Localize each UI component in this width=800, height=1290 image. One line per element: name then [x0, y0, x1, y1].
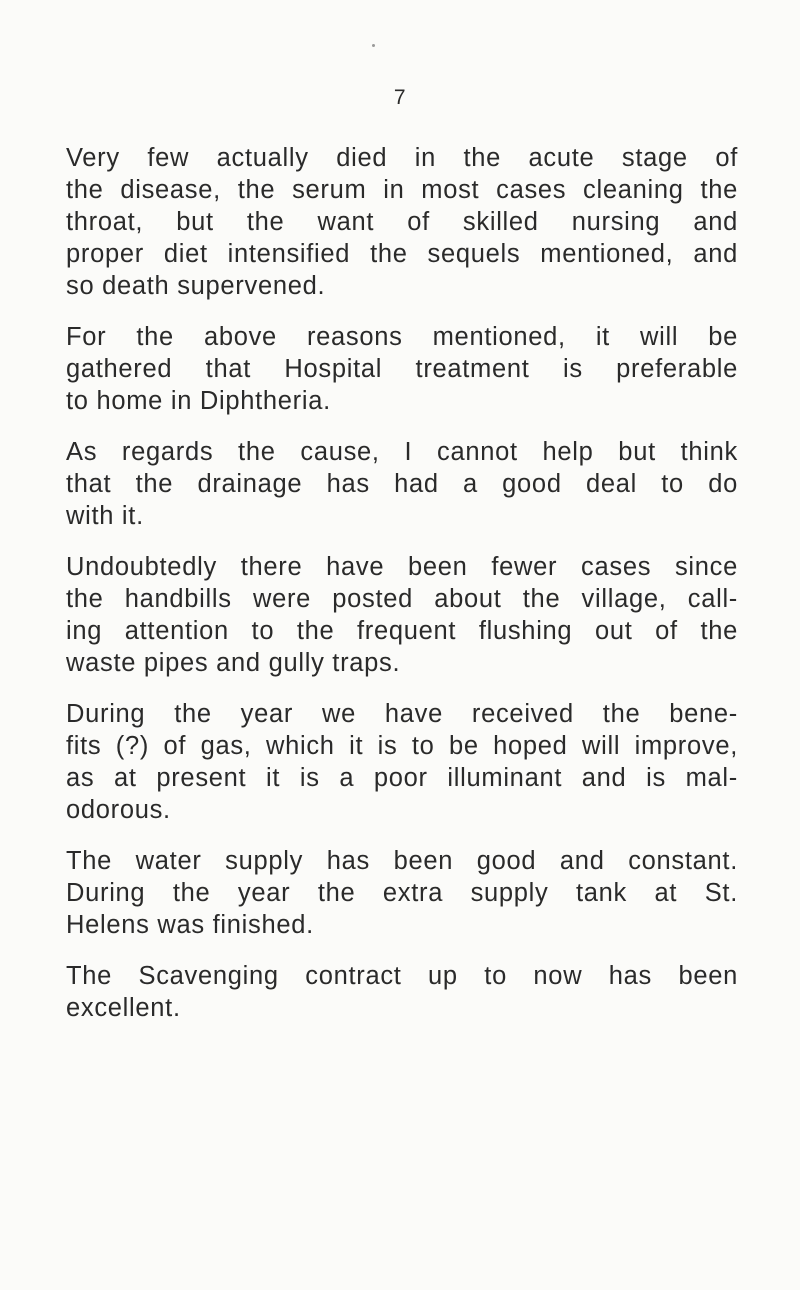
text-line: The Scavenging contract up to now has been [66, 962, 738, 990]
text-line: proper diet intensified the sequels mentioned, and [66, 240, 738, 268]
page-number: 7 [393, 86, 407, 109]
text-line: ing attention to the frequent flushing out of the [66, 617, 738, 645]
text-line: Helens was finished. [66, 911, 314, 939]
text-line: odorous. [66, 796, 171, 824]
text-line: During the year we have received the bene- [66, 700, 738, 728]
text-line: As regards the cause, I cannot help but think [66, 438, 738, 466]
text-line: For the above reasons mentioned, it will be [66, 323, 738, 351]
text-line: the disease, the serum in most cases cleaning the [66, 176, 738, 204]
text-line: Undoubtedly there have been fewer cases since [66, 553, 738, 581]
text-line: as at present it is a poor illuminant and is mal- [66, 764, 738, 792]
text-line: excellent. [66, 994, 181, 1022]
paragraph-5 [66, 698, 738, 826]
paragraph-4 [66, 551, 738, 679]
text-line: fits (?) of gas, which it is to be hoped will improve, [66, 732, 738, 760]
text-line: with it. [66, 502, 144, 530]
paragraph-6 [66, 845, 738, 941]
paragraph-2 [66, 321, 738, 417]
print-speck [372, 44, 375, 47]
text-line: During the year the extra supply tank at St. [66, 879, 738, 907]
body-text [66, 142, 738, 1043]
text-line: that the drainage has had a good deal to do [66, 470, 738, 498]
text-line: gathered that Hospital treatment is preferable [66, 355, 738, 383]
paragraph-1 [66, 142, 738, 302]
text-line: waste pipes and gully traps. [66, 649, 401, 677]
text-line: the handbills were posted about the village, call- [66, 585, 738, 613]
text-line: throat, but the want of skilled nursing and [66, 208, 738, 236]
text-line: so death supervened. [66, 272, 326, 300]
paragraph-3 [66, 436, 738, 532]
text-line: to home in Diphtheria. [66, 387, 331, 415]
paragraph-7 [66, 960, 738, 1024]
text-line: The water supply has been good and constant. [66, 847, 738, 875]
text-line: Very few actually died in the acute stage of [66, 144, 738, 172]
